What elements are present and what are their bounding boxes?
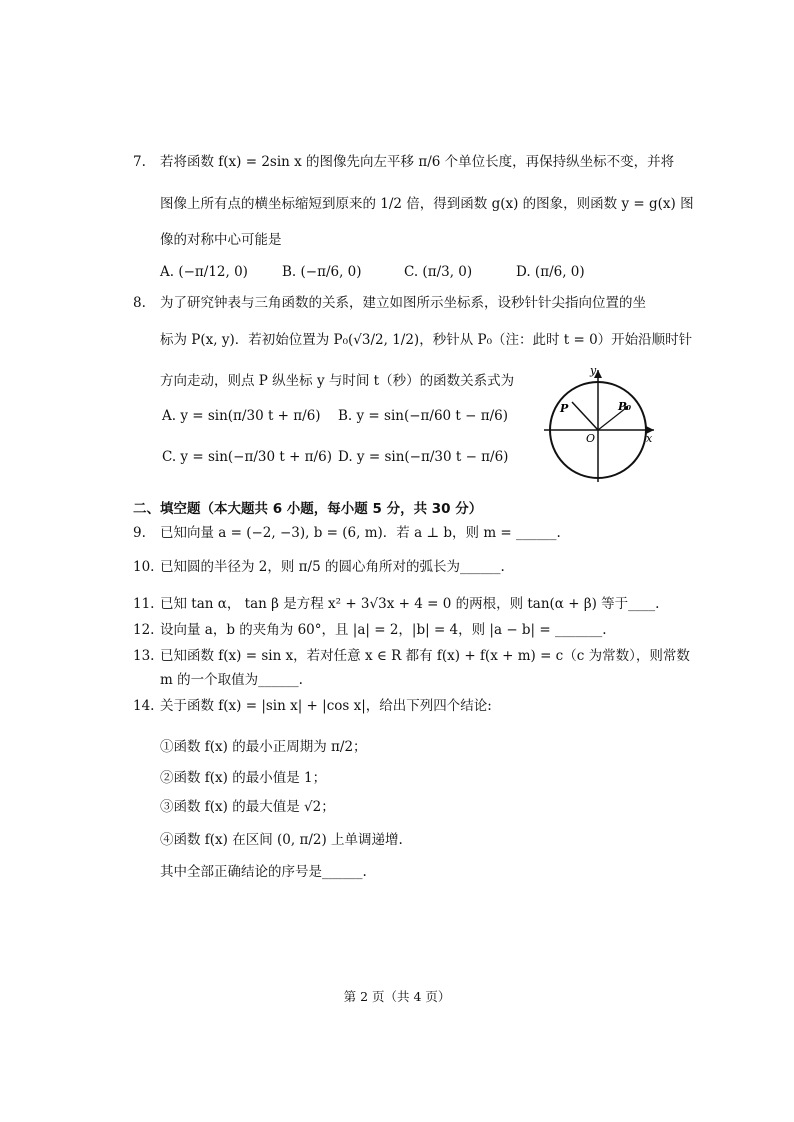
q14-conclusion-4: ④函数 f(x) 在区间 (0, π/2) 上单调递增. [160, 832, 403, 848]
q8-option-c: C. y = sin(−π/30 t + π/6) [162, 449, 332, 465]
q13-number: 13. [133, 648, 155, 664]
page-footer: 第 2 页（共 4 页） [343, 989, 451, 1004]
q7-line2: 图像上所有点的横坐标缩短到原来的 1/2 倍，得到函数 g(x) 的图象，则函数 y = g(x) 图 [160, 196, 694, 212]
q14-conclusion-3: ③函数 f(x) 的最大值是 √2； [160, 799, 335, 815]
q11-number: 11. [133, 596, 155, 612]
q7-line3: 像的对称中心可能是 [160, 232, 282, 248]
label-p: P [560, 402, 569, 415]
clock-figure [542, 364, 662, 484]
q11-text: 已知 tan α， tan β 是方程 x² + 3√3x + 4 = 0 的两根，则 tan(α + β) 等于____. [160, 596, 660, 612]
q9-number: 9. [133, 525, 146, 541]
q7-option-b: B. (−π/6, 0) [282, 264, 362, 280]
q7-number: 7. [133, 154, 146, 170]
q14-conclusion-2: ②函数 f(x) 的最小值是 1； [160, 770, 327, 786]
q12-number: 12. [133, 622, 155, 638]
q14-number: 14. [133, 698, 155, 714]
section-title: 二、填空题（本大题共 6 小题，每小题 5 分，共 30 分） [133, 501, 483, 517]
q9-text: 已知向量 a = (−2, −3), b = (6, m)．若 a ⊥ b，则 m = ______. [160, 525, 561, 541]
label-p0: P₀ [618, 400, 632, 413]
label-o: O [586, 432, 596, 445]
q10-number: 10. [133, 559, 155, 575]
q13-line2: m 的一个取值为______. [160, 672, 303, 688]
q8-number: 8. [133, 295, 146, 311]
q12-text: 设向量 a，b 的夹角为 60°，且 |a| = 2，|b| = 4，则 |a − b| = _______. [160, 622, 607, 638]
q8-option-b: B. y = sin(−π/60 t − π/6) [338, 408, 509, 424]
q8-option-d: D. y = sin(−π/30 t − π/6) [338, 449, 509, 465]
q7-option-c: C. (π/3, 0) [404, 264, 473, 280]
q7-line1: 若将函数 f(x) = 2sin x 的图像先向左平移 π/6 个单位长度，再保持纵坐标不变，并将 [160, 154, 675, 170]
q14-tail: 其中全部正确结论的序号是______. [160, 864, 367, 880]
q14-conclusion-1: ①函数 f(x) 的最小正周期为 π/2； [160, 739, 367, 755]
q10-text: 已知圆的半径为 2，则 π/5 的圆心角所对的弧长为______. [160, 559, 505, 575]
q8-line3: 方向走动，则点 P 纵坐标 y 与时间 t（秒）的函数关系式为 [160, 373, 515, 389]
q14-line1: 关于函数 f(x) = |sin x| + |cos x|，给出下列四个结论: [160, 698, 492, 714]
q8-option-a: A. y = sin(π/30 t + π/6) [162, 408, 321, 424]
q7-option-d: D. (π/6, 0) [516, 264, 585, 280]
q8-line1: 为了研究钟表与三角函数的关系，建立如图所示坐标系，设秒针针尖指向位置的坐 [160, 295, 646, 311]
q8-line2: 标为 P(x, y)．若初始位置为 P₀(√3/2, 1/2)，秒针从 P₀（注：此时 t = 0）开始沿顺时针 [160, 332, 693, 348]
second-hand [572, 402, 598, 430]
label-x: x [646, 432, 653, 445]
label-y: y [590, 364, 597, 377]
q13-line1: 已知函数 f(x) = sin x，若对任意 x ∈ R 都有 f(x) + f(x + m) = c（c 为常数），则常数 [160, 648, 690, 664]
q7-option-a: A. (−π/12, 0) [160, 264, 248, 280]
